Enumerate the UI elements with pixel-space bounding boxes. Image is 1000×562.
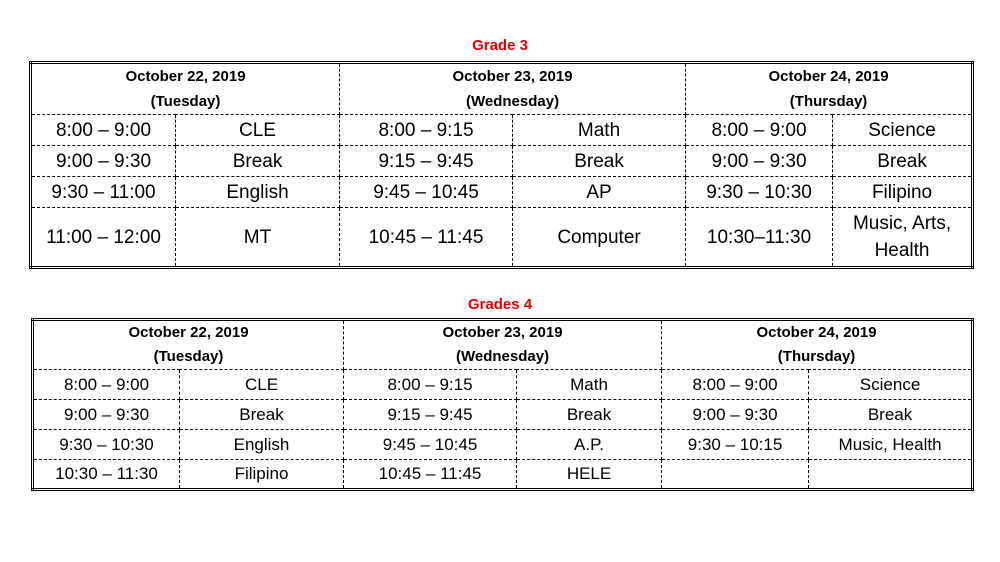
time-cell: 8:00 – 9:15 bbox=[340, 115, 513, 146]
subject-cell: Break bbox=[180, 400, 344, 430]
header-weekday: (Tuesday) bbox=[150, 93, 221, 110]
subject-cell: Break bbox=[809, 400, 973, 430]
table-row bbox=[33, 460, 973, 490]
subject-cell: Break bbox=[517, 400, 662, 430]
time-cell: 9:00 – 9:30 bbox=[31, 146, 176, 177]
grade4-schedule-table bbox=[31, 318, 974, 491]
grade3-schedule-table bbox=[29, 61, 974, 269]
time-cell: 10:45 – 11:45 bbox=[344, 460, 517, 490]
time-cell: 8:00 – 9:15 bbox=[344, 370, 517, 400]
subject-cell: CLE bbox=[180, 370, 344, 400]
header-weekday: (Tuesday) bbox=[153, 348, 224, 365]
subject-cell: MT bbox=[176, 208, 340, 268]
grade3-title: Grade 3 bbox=[472, 37, 528, 54]
header-date: October 23, 2019 bbox=[452, 68, 573, 85]
table-row bbox=[31, 146, 973, 177]
grade3-header-day1 bbox=[31, 63, 340, 115]
grade3-header-day2 bbox=[340, 63, 686, 115]
grade3-header-row bbox=[31, 63, 973, 115]
grade4-title: Grades 4 bbox=[467, 296, 533, 313]
time-cell: 9:30 – 10:30 bbox=[33, 430, 180, 460]
table-row bbox=[33, 430, 973, 460]
time-cell: 11:00 – 12:00 bbox=[31, 208, 176, 268]
table-row bbox=[31, 177, 973, 208]
subject-cell bbox=[809, 460, 973, 490]
grade4-header-row bbox=[33, 320, 973, 370]
header-weekday: (Wednesday) bbox=[465, 93, 560, 110]
header-weekday: (Thursday) bbox=[789, 93, 868, 110]
subject-cell: Break bbox=[833, 146, 973, 177]
header-date: October 23, 2019 bbox=[442, 324, 563, 341]
time-cell: 9:30 – 10:30 bbox=[686, 177, 833, 208]
header-weekday: (Thursday) bbox=[777, 348, 856, 365]
header-date: October 22, 2019 bbox=[125, 68, 246, 85]
subject-cell: Science bbox=[833, 115, 973, 146]
subject-cell: Music, Health bbox=[809, 430, 973, 460]
subject-cell: English bbox=[180, 430, 344, 460]
table-row bbox=[31, 208, 973, 268]
time-cell: 9:00 – 9:30 bbox=[686, 146, 833, 177]
time-cell: 10:30 – 11:30 bbox=[33, 460, 180, 490]
time-cell: 9:45 – 10:45 bbox=[344, 430, 517, 460]
table-row bbox=[33, 400, 973, 430]
time-cell: 9:15 – 9:45 bbox=[340, 146, 513, 177]
subject-cell: Break bbox=[513, 146, 686, 177]
subject-cell: Science bbox=[809, 370, 973, 400]
time-cell: 8:00 – 9:00 bbox=[686, 115, 833, 146]
subject-cell: CLE bbox=[176, 115, 340, 146]
header-date: October 24, 2019 bbox=[756, 324, 877, 341]
table-row bbox=[33, 370, 973, 400]
subject-cell: Music, Arts, Health bbox=[833, 208, 973, 268]
time-cell: 9:00 – 9:30 bbox=[662, 400, 809, 430]
table-row bbox=[31, 115, 973, 146]
grade4-header-day1 bbox=[33, 320, 344, 370]
time-cell: 8:00 – 9:00 bbox=[33, 370, 180, 400]
time-cell: 9:00 – 9:30 bbox=[33, 400, 180, 430]
time-cell: 10:30–11:30 bbox=[686, 208, 833, 268]
time-cell: 9:30 – 10:15 bbox=[662, 430, 809, 460]
grade4-header-day2 bbox=[344, 320, 662, 370]
time-cell bbox=[662, 460, 809, 490]
grade4-header-day3 bbox=[662, 320, 973, 370]
subject-cell: Math bbox=[513, 115, 686, 146]
time-cell: 8:00 – 9:00 bbox=[662, 370, 809, 400]
header-date: October 24, 2019 bbox=[768, 68, 889, 85]
subject-cell: Break bbox=[176, 146, 340, 177]
time-cell: 10:45 – 11:45 bbox=[340, 208, 513, 268]
grade3-header-day3 bbox=[686, 63, 973, 115]
time-cell: 9:45 – 10:45 bbox=[340, 177, 513, 208]
time-cell: 9:30 – 11:00 bbox=[31, 177, 176, 208]
header-date: October 22, 2019 bbox=[128, 324, 249, 341]
time-cell: 8:00 – 9:00 bbox=[31, 115, 176, 146]
subject-cell: Filipino bbox=[180, 460, 344, 490]
subject-cell: Computer bbox=[513, 208, 686, 268]
subject-cell: Filipino bbox=[833, 177, 973, 208]
subject-cell: English bbox=[176, 177, 340, 208]
subject-cell: AP bbox=[513, 177, 686, 208]
time-cell: 9:15 – 9:45 bbox=[344, 400, 517, 430]
subject-cell: A.P. bbox=[517, 430, 662, 460]
subject-cell: Math bbox=[517, 370, 662, 400]
header-weekday: (Wednesday) bbox=[455, 348, 550, 365]
subject-cell: HELE bbox=[517, 460, 662, 490]
